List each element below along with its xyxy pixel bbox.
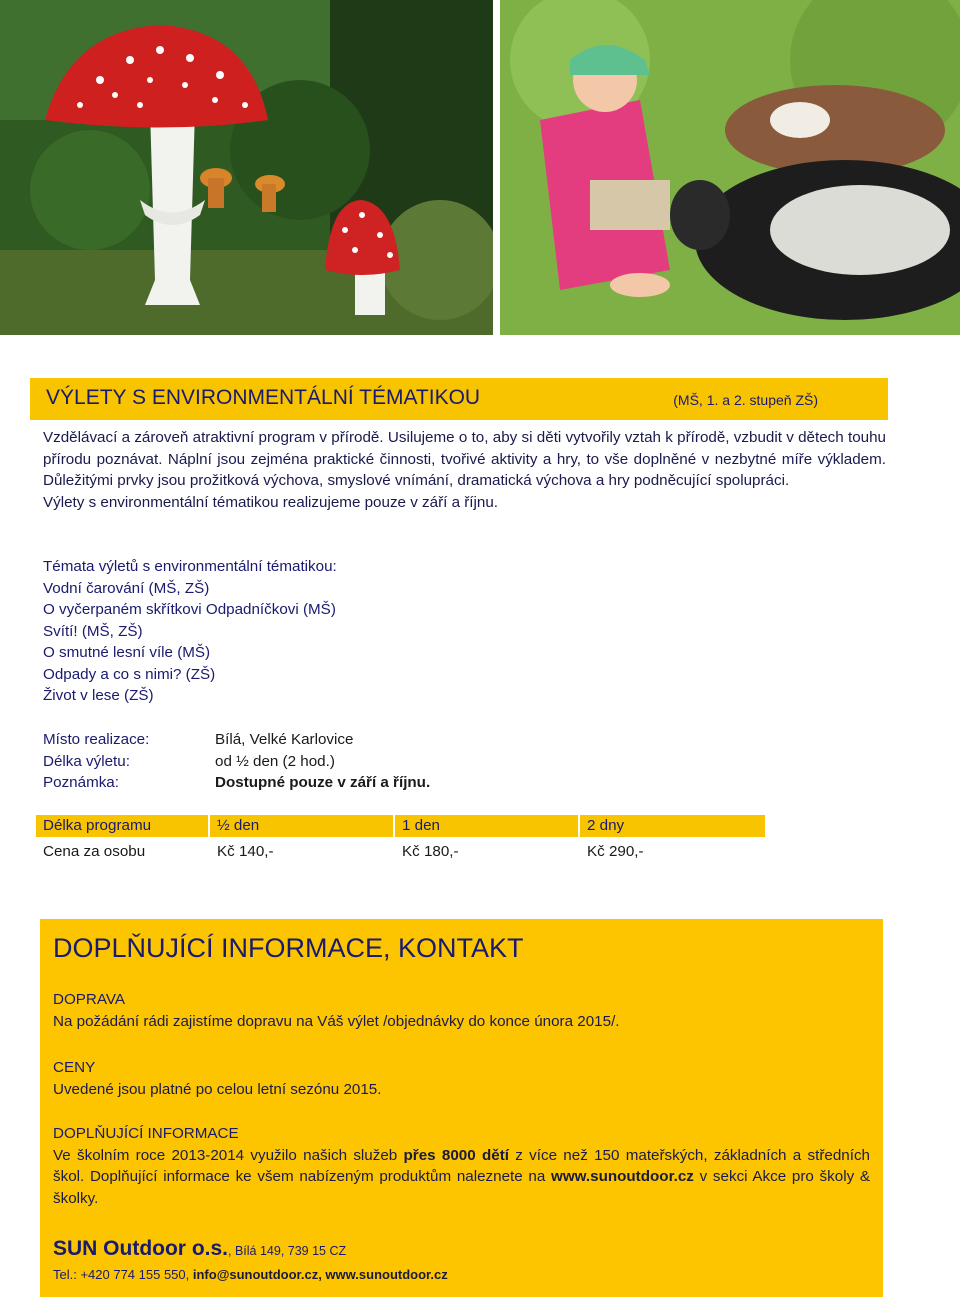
note-value: Dostupné pouze v září a říjnu. — [215, 774, 431, 791]
transport-heading: DOPRAVA — [53, 991, 126, 1008]
topic-item: Svítí! (MŠ, ZŠ) — [43, 622, 143, 640]
brand-address: , Bílá 149, 739 15 CZ — [228, 1244, 347, 1258]
prices-heading: CENY — [53, 1059, 96, 1076]
intro-paragraph: Vzdělávací a zároveň atraktivní program v přírodě. Usilujeme o to, aby si děti vytvořily vztah k přírodě, vzbudit v dětech touhu přírodu poznávat. Náplní jsou zejména praktické činnosti, tvořivé aktivity a hry, to vše doplněné v nezbytné míře výkladem. Důležitými prvky jsou prožitková výchova, smyslové vnímání, dramatická výchova a hry podněcující spolupráci. — [43, 429, 886, 489]
extra-text-2: z více než 150 mateřských, základních a středních škol. Doplňující informace ke všem nabízeným produktům naleznete na — [53, 1146, 870, 1185]
transport-text: Na požádání rádi zajistíme dopravu na Váš výlet /objednávky do konce února 2015/. — [53, 1012, 620, 1030]
extra-section — [53, 1123, 870, 1209]
trip-details — [43, 729, 430, 794]
intro-text — [43, 427, 886, 513]
place-value: Bílá, Velké Karlovice — [215, 731, 354, 748]
prices-text: Uvedené jsou platné po celou letní sezónu 2015. — [53, 1080, 382, 1098]
note-label: Poznámka: — [43, 774, 119, 791]
topics-list — [43, 556, 337, 707]
contact-line — [53, 1267, 448, 1282]
info-heading: DOPLŇUJÍCÍ INFORMACE, KONTAKT — [53, 933, 524, 963]
section-subtitle: (MŠ, 1. a 2. stupeň ZŠ) — [673, 392, 818, 408]
price-table — [36, 815, 767, 865]
photo-mushrooms — [0, 0, 493, 335]
price-header-cell: ½ den — [210, 815, 393, 837]
length-value: od ½ den (2 hod.) — [215, 752, 335, 770]
section-title-bar — [30, 378, 888, 420]
transport-section — [53, 989, 870, 1032]
price-header-cell: Délka programu — [36, 815, 208, 837]
topic-item: Život v lese (ZŠ) — [43, 687, 154, 704]
price-header-cell: 1 den — [395, 815, 578, 837]
contact-email-web[interactable]: info@sunoutdoor.cz, www.sunoutdoor.cz — [192, 1267, 448, 1282]
price-cell: Kč 290,- — [587, 842, 644, 860]
extra-heading: DOPLŇUJÍCÍ INFORMACE — [53, 1125, 239, 1142]
extra-bold: přes 8000 dětí — [403, 1146, 509, 1164]
season-note: Výlety s environmentální tématikou realizujeme pouze v září a říjnu. — [43, 493, 498, 511]
topic-item: O vyčerpaném skřítkovi Odpadníčkovi (MŠ) — [43, 601, 336, 618]
section-title: VÝLETY S ENVIRONMENTÁLNÍ TÉMATIKOU — [46, 386, 481, 409]
brand-name: SUN Outdoor o.s. — [53, 1237, 228, 1260]
extra-text-1: Ve školním roce 2013-2014 využilo našich služeb — [53, 1146, 404, 1164]
extra-text-3: v sekci Akce pro školy & školky. — [53, 1168, 871, 1207]
price-header-row — [36, 815, 767, 837]
place-label: Místo realizace: — [43, 731, 150, 748]
info-contact-box — [40, 919, 883, 1297]
topic-item: Vodní čarování (MŠ, ZŠ) — [43, 579, 210, 597]
prices-section — [53, 1057, 870, 1100]
extra-text — [53, 1145, 870, 1210]
price-cell: Kč 180,- — [402, 842, 459, 860]
photo-girl-goats — [500, 0, 960, 335]
price-header-cell: 2 dny — [580, 815, 765, 837]
price-cell: Kč 140,- — [217, 842, 274, 860]
brand-line — [53, 1237, 346, 1261]
contact-phone: Tel.: +420 774 155 550, — [53, 1267, 193, 1282]
price-cell: Cena za osobu — [43, 842, 146, 860]
detail-row-note — [43, 772, 430, 794]
topic-item: O smutné lesní víle (MŠ) — [43, 644, 211, 661]
detail-row-place — [43, 729, 430, 751]
website-link[interactable]: www.sunoutdoor.cz — [551, 1168, 694, 1185]
topic-item: Odpady a co s nimi? (ZŠ) — [43, 665, 216, 683]
topics-heading: Témata výletů s environmentální tématikou: — [43, 558, 337, 575]
detail-row-length — [43, 751, 430, 773]
price-row — [36, 837, 767, 865]
length-label: Délka výletu: — [43, 752, 130, 770]
